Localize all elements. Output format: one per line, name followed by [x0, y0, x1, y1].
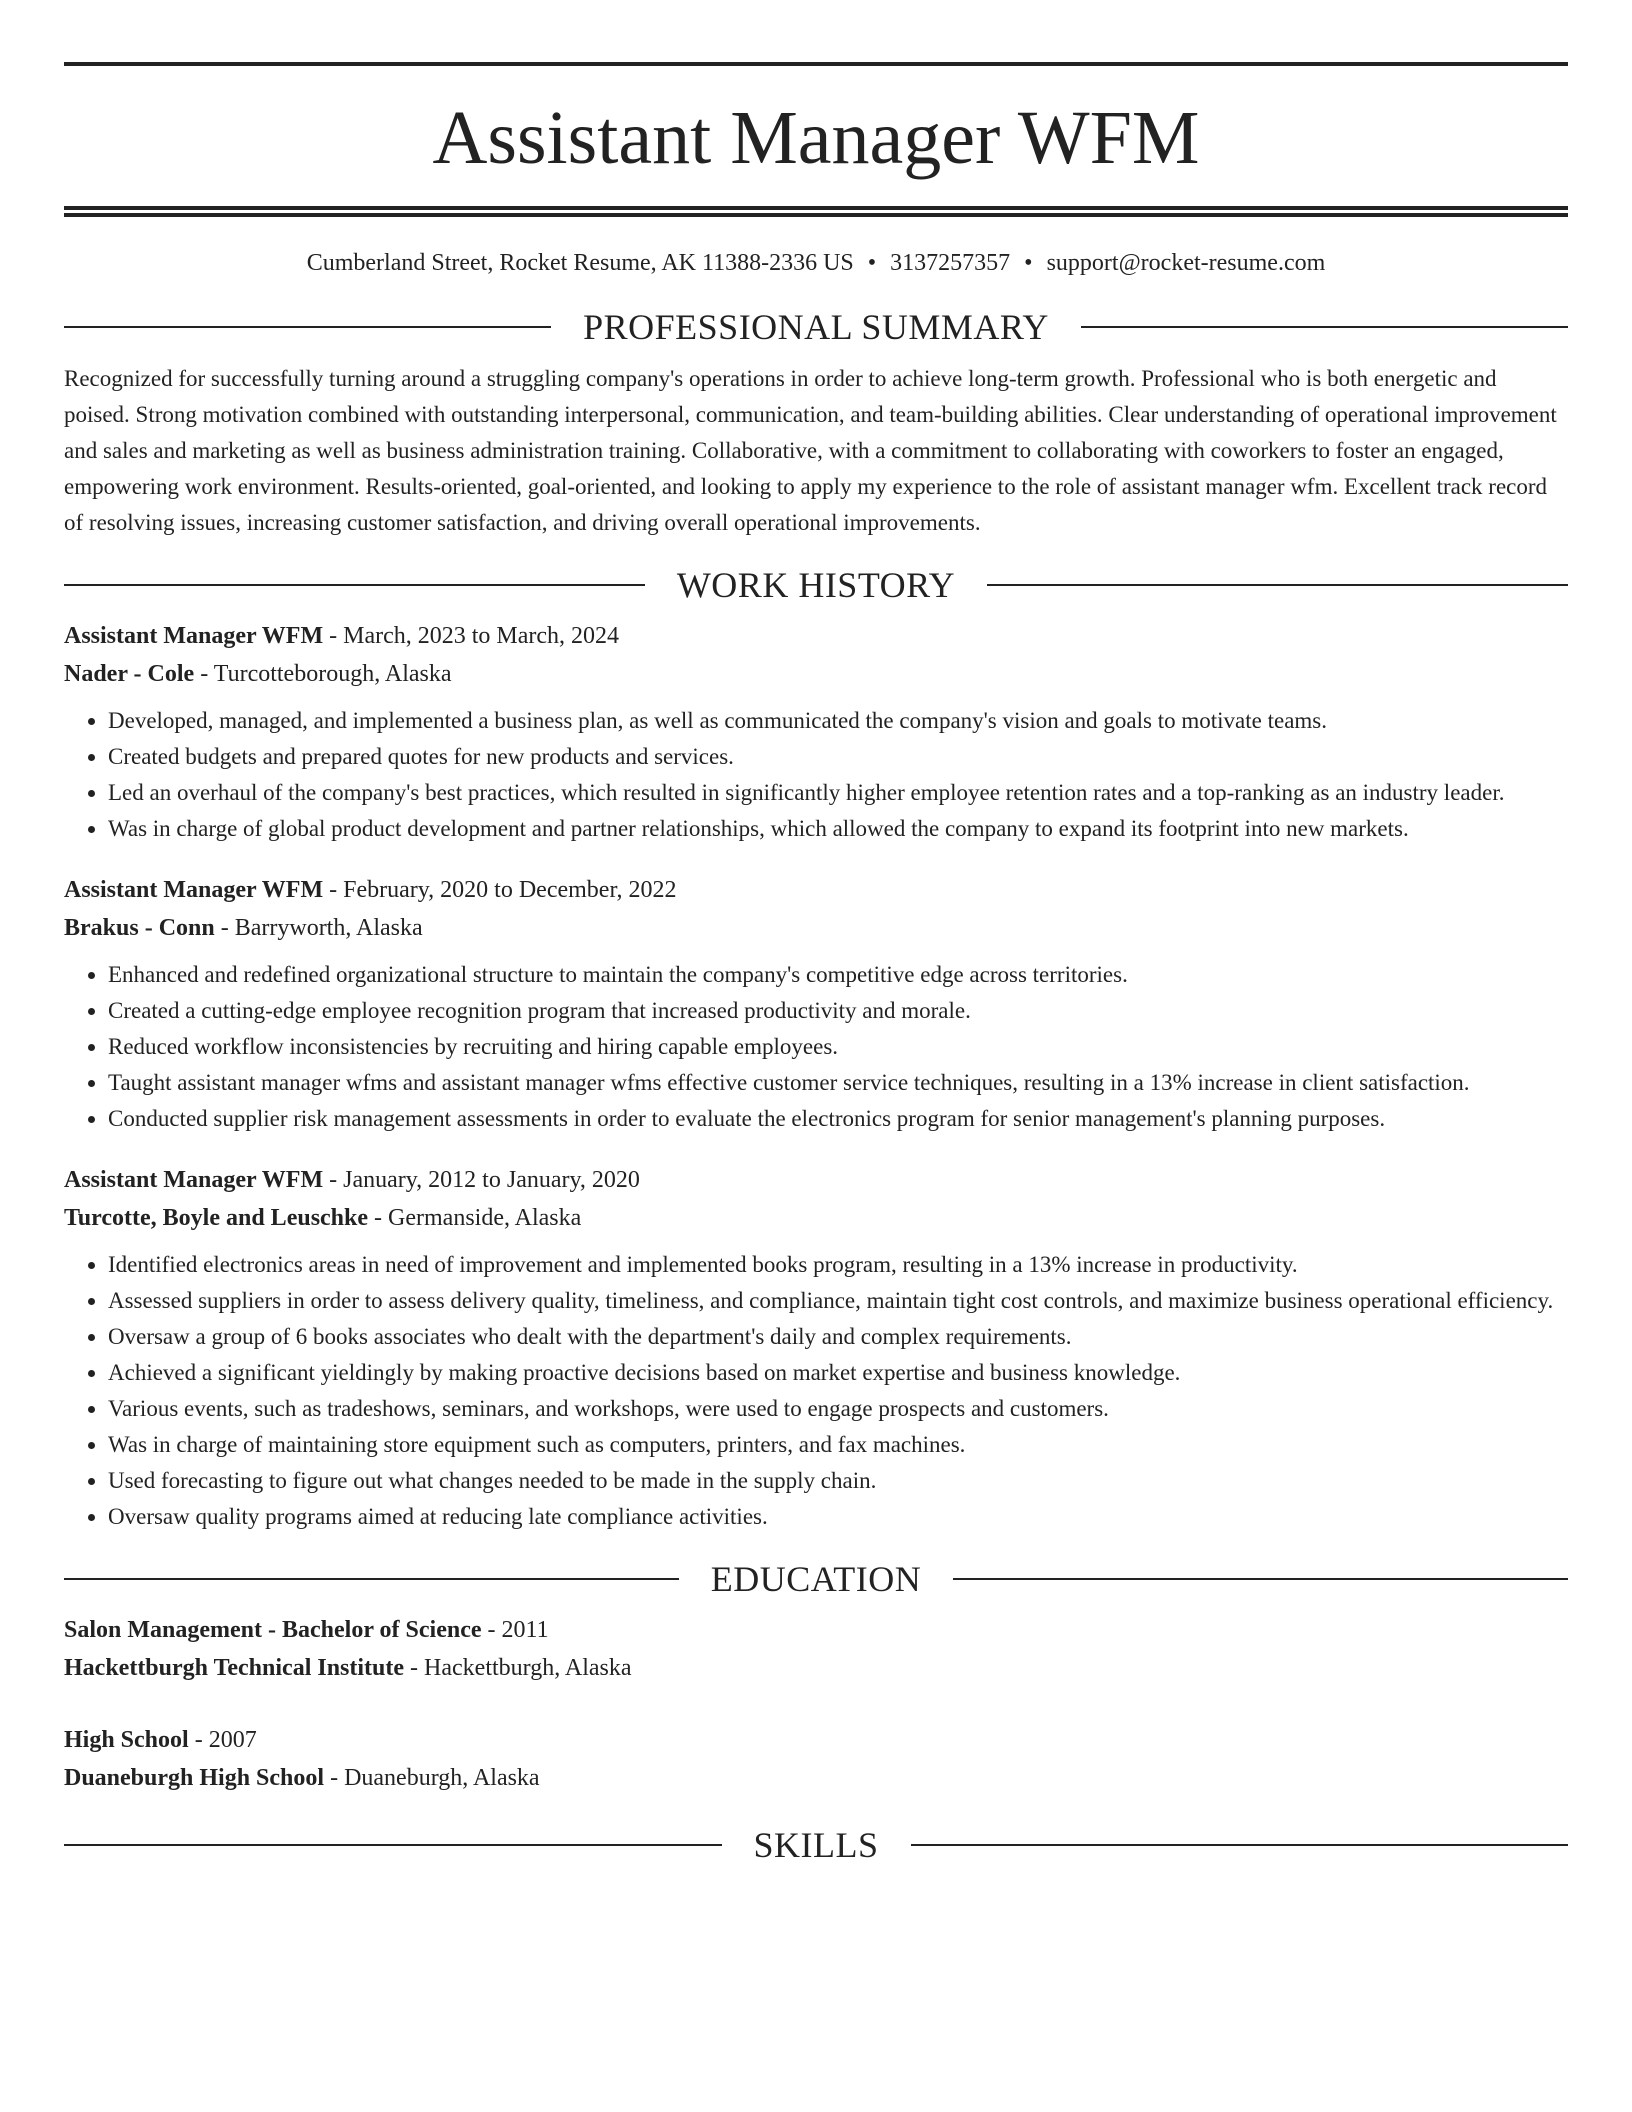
- list-item: • Taught assistant manager wfms and assistant manager wfms effective customer service techniques, resulting in a 13% increase in client satisfaction.: [108, 1065, 1568, 1101]
- contact-separator: •: [867, 250, 877, 276]
- job-company-line: [64, 1199, 1568, 1237]
- education-degree: High School: [64, 1727, 189, 1753]
- top-rule: [64, 62, 1568, 66]
- education-year: - 2007: [188, 1727, 257, 1753]
- job-company: Nader - Cole: [64, 661, 195, 687]
- job-title: Assistant Manager WFM: [64, 1167, 324, 1193]
- job-bullets: [64, 957, 1568, 1137]
- double-rule: [64, 206, 1568, 217]
- job-location: - Turcotteborough, Alaska: [194, 661, 452, 687]
- contact-address: Cumberland Street, Rocket Resume, AK 11388-2336 US: [306, 250, 854, 276]
- contact-line: [64, 251, 1568, 275]
- education-school: Duaneburgh High School: [64, 1765, 325, 1791]
- summary-text: Recognized for successfully turning around a struggling company's operations in order to achieve long-term growth. Professional who is both energetic and poised. Strong motivation combined with outstanding interpersonal, communication, and team-building abilities. Clear understanding of operational improvement and sales and marketing as well as business administration training. Collaborative, with a commitment to collaborating with coworkers to foster an engaged, empowering work environment. Results-oriented, goal-oriented, and looking to apply my experience to the role of assistant manager wfm. Excellent track record of resolving issues, increasing customer satisfaction, and driving overall operational improvements.: [64, 366, 1557, 535]
- section-header-summary: [64, 309, 1568, 345]
- section-rule: [64, 584, 645, 586]
- job-title-line: [64, 617, 1568, 655]
- job-title-line: [64, 1161, 1568, 1199]
- section-title: WORK HISTORY: [676, 565, 956, 605]
- job-company-line: [64, 655, 1568, 693]
- list-item: • Developed, managed, and implemented a business plan, as well as communicated the company's vision and goals to motivate teams.: [108, 703, 1568, 739]
- work-history-list: [64, 617, 1568, 1535]
- list-item: • Identified electronics areas in need of improvement and implemented books program, resulting in a 13% increase in productivity.: [108, 1247, 1568, 1283]
- section-header-education: [64, 1561, 1568, 1597]
- education-degree-line: [64, 1721, 1568, 1759]
- job-dates: - February, 2020 to December, 2022: [323, 877, 677, 903]
- education-degree: Salon Management - Bachelor of Science: [64, 1617, 482, 1643]
- section-rule: [64, 1578, 679, 1580]
- resume-page: [64, 0, 1568, 1863]
- list-item: • Oversaw quality programs aimed at reducing late compliance activities.: [108, 1499, 1568, 1535]
- section-rule: [64, 1844, 722, 1846]
- section-rule: [953, 1578, 1568, 1580]
- job-dates: - January, 2012 to January, 2020: [323, 1167, 640, 1193]
- job-dates: - March, 2023 to March, 2024: [323, 623, 620, 649]
- education-degree-line: [64, 1611, 1568, 1649]
- job-title: Assistant Manager WFM: [64, 877, 324, 903]
- section-rule: [987, 584, 1568, 586]
- list-item: • Conducted supplier risk management assessments in order to evaluate the electronics program for senior management's planning purposes.: [108, 1101, 1568, 1137]
- job-company: Turcotte, Boyle and Leuschke: [64, 1205, 369, 1231]
- job-title: Assistant Manager WFM: [64, 623, 324, 649]
- contact-phone[interactable]: 3137257357: [890, 250, 1011, 276]
- education-school-line: [64, 1649, 1568, 1687]
- job-location: - Barryworth, Alaska: [214, 915, 423, 941]
- education-entry: [64, 1721, 1568, 1797]
- list-item: • Was in charge of global product development and partner relationships, which allowed the company to expand its footprint into new markets.: [108, 811, 1568, 847]
- list-item: • Reduced workflow inconsistencies by recruiting and hiring capable employees.: [108, 1029, 1568, 1065]
- job-entry: [64, 1161, 1568, 1535]
- list-item: • Achieved a significant yieldingly by making proactive decisions based on market expertise and business knowledge.: [108, 1355, 1568, 1391]
- education-location: - Hackettburgh, Alaska: [404, 1655, 632, 1681]
- education-school-line: [64, 1759, 1568, 1797]
- section-header-work: [64, 567, 1568, 603]
- section-rule: [911, 1844, 1569, 1846]
- education-entry: [64, 1611, 1568, 1687]
- education-location: - Duaneburgh, Alaska: [324, 1765, 540, 1791]
- job-location: - Germanside, Alaska: [368, 1205, 582, 1231]
- job-title-line: [64, 871, 1568, 909]
- section-title: EDUCATION: [710, 1559, 922, 1599]
- section-rule: [64, 326, 551, 328]
- list-item: • Created budgets and prepared quotes for new products and services.: [108, 739, 1568, 775]
- job-company: Brakus - Conn: [64, 915, 215, 941]
- contact-email[interactable]: support@rocket-resume.com: [1046, 250, 1326, 276]
- list-item: • Created a cutting-edge employee recognition program that increased productivity and morale.: [108, 993, 1568, 1029]
- section-title: SKILLS: [753, 1825, 879, 1865]
- job-entry: [64, 871, 1568, 1137]
- job-bullets: [64, 703, 1568, 847]
- contact-separator: •: [1024, 250, 1033, 276]
- job-entry: [64, 617, 1568, 847]
- list-item: • Used forecasting to figure out what changes needed to be made in the supply chain.: [108, 1463, 1568, 1499]
- list-item: • Led an overhaul of the company's best practices, which resulted in significantly higher employee retention rates and a top-ranking as an industry leader.: [108, 775, 1568, 811]
- list-item: • Various events, such as tradeshows, seminars, and workshops, were used to engage prospects and customers.: [108, 1391, 1568, 1427]
- section-title: PROFESSIONAL SUMMARY: [583, 307, 1049, 347]
- section-header-skills: [64, 1827, 1568, 1863]
- resume-title: Assistant Manager WFM: [432, 96, 1200, 180]
- education-year: - 2011: [481, 1617, 549, 1643]
- section-rule: [1081, 326, 1568, 328]
- list-item: • Was in charge of maintaining store equipment such as computers, printers, and fax machines.: [108, 1427, 1568, 1463]
- job-company-line: [64, 909, 1568, 947]
- list-item: • Enhanced and redefined organizational structure to maintain the company's competitive edge across territories.: [108, 957, 1568, 993]
- job-bullets: [64, 1247, 1568, 1535]
- education-school: Hackettburgh Technical Institute: [64, 1655, 405, 1681]
- list-item: • Assessed suppliers in order to assess delivery quality, timeliness, and compliance, maintain tight cost controls, and maximize business operational efficiency.: [108, 1283, 1568, 1319]
- list-item: • Oversaw a group of 6 books associates who dealt with the department's daily and complex requirements.: [108, 1319, 1568, 1355]
